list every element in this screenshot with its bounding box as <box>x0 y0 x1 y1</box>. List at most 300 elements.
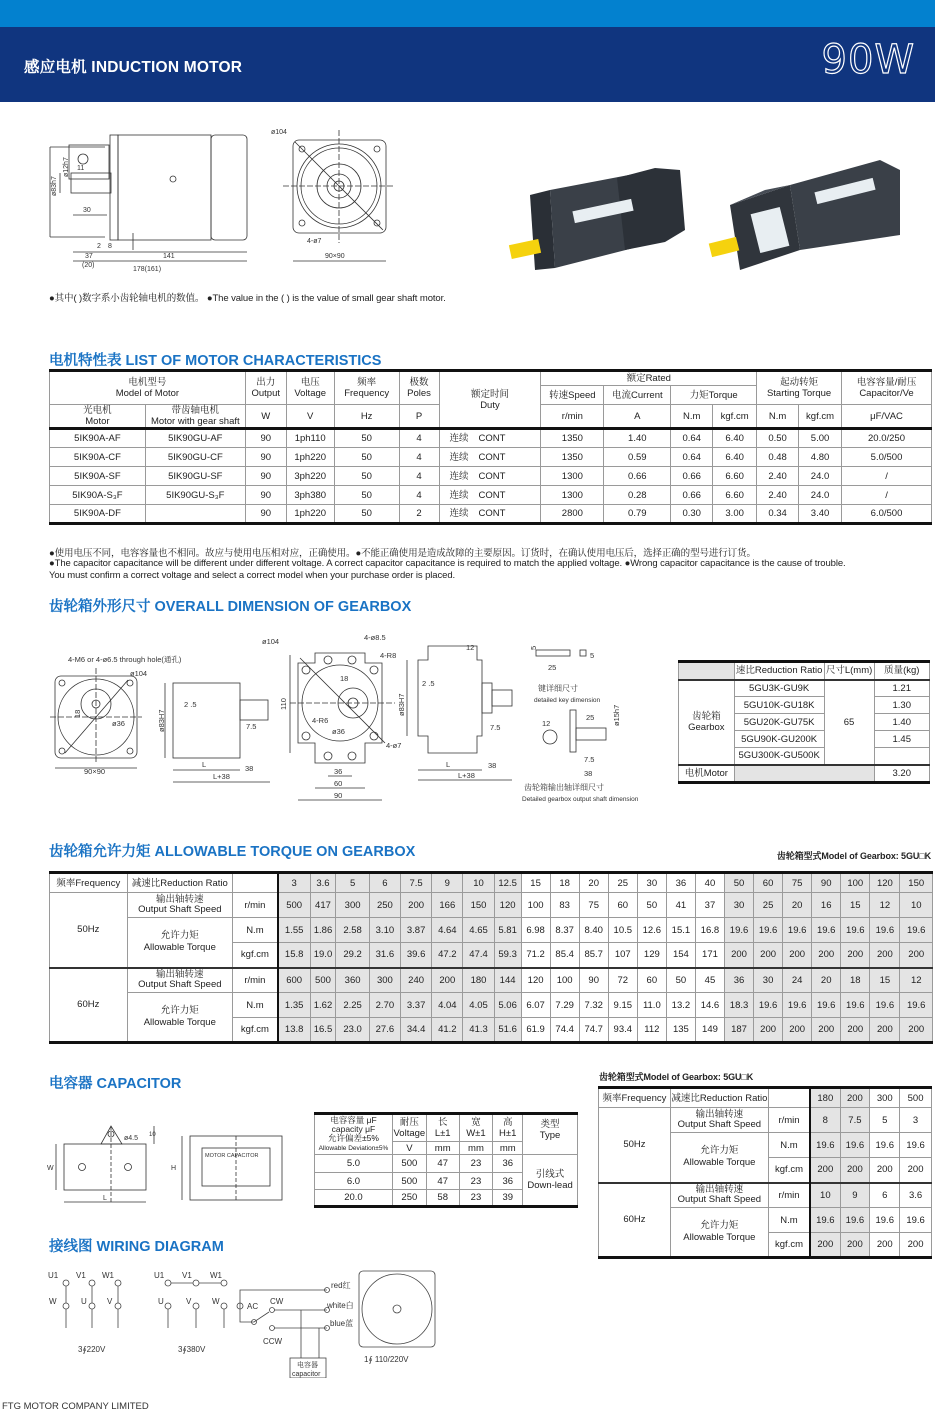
cell: 41 <box>666 893 695 918</box>
shaft <box>71 173 111 193</box>
cell: 12.6 <box>637 918 666 943</box>
wire-blue-label: blue蓝 <box>330 1319 354 1328</box>
dim-label: 4-R6 <box>312 716 329 725</box>
cell: 3.37 <box>401 993 432 1018</box>
dim-label: H <box>171 1165 177 1172</box>
dim-label: 18 <box>73 709 82 718</box>
cell: 4 <box>399 486 439 505</box>
cell: 0.34 <box>757 505 799 524</box>
cell: 1ph220 <box>286 448 334 467</box>
cell: 30 <box>725 893 754 918</box>
cell: 39.6 <box>401 943 432 968</box>
cell: 200 <box>870 1233 900 1258</box>
unit-cell: A <box>604 405 671 429</box>
table-row <box>50 486 932 505</box>
ratio-cell: 40 <box>695 873 724 893</box>
header-length: 长 L±1 <box>426 1114 459 1142</box>
blank-cell <box>768 1088 810 1108</box>
header-frequency: 频率Frequency <box>599 1088 671 1108</box>
table-row <box>50 918 933 943</box>
cell: 74.4 <box>550 1018 579 1043</box>
terminal-label: W1 <box>102 1271 114 1280</box>
cell: 1ph220 <box>286 505 334 524</box>
key-detail-cn: 键详细尺寸 <box>538 684 578 693</box>
cell: 135 <box>666 1018 695 1043</box>
frequency-cell: 50Hz <box>50 893 128 968</box>
header-motor: 光电机 Motor <box>50 405 146 429</box>
cell: 2.40 <box>757 467 799 486</box>
dim-label: ø83h7 <box>51 176 58 196</box>
cell: 5.81 <box>494 918 521 943</box>
cell: 6.60 <box>713 486 757 505</box>
unit-cell: P <box>399 405 439 429</box>
cw-label: CW <box>270 1297 284 1306</box>
ratio-cell: 180 <box>810 1088 840 1108</box>
cell: 19.6 <box>870 993 900 1018</box>
top-accent-bar <box>0 0 935 27</box>
mass-cell: 1.30 <box>874 697 929 714</box>
cell: 5IK90A-S₃F <box>50 486 146 505</box>
speed-label: 输出轴转速 Output Shaft Speed <box>670 1108 768 1133</box>
cell: 90 <box>579 968 608 993</box>
motor-characteristics-table <box>49 369 932 525</box>
cell: 60 <box>637 968 666 993</box>
capacitor-drawing <box>44 1122 304 1212</box>
cell: 16.5 <box>310 1018 336 1043</box>
terminal-label: V1 <box>76 1271 86 1280</box>
cell: 2.40 <box>757 486 799 505</box>
cell: 1.86 <box>310 918 336 943</box>
capacitor-label: MOTOR CAPACITOR <box>205 1153 259 1159</box>
cell: 2.58 <box>336 918 369 943</box>
cell: 0.50 <box>757 429 799 448</box>
dimension-note: ●其中( )数字系小齿轮轴电机的数值。 ●The value in the ( ) is the value of small gear shaft motor. <box>49 293 446 304</box>
cell: 200 <box>783 1018 812 1043</box>
cell: 50 <box>334 467 399 486</box>
cell: 2 <box>399 505 439 524</box>
cell: 200 <box>725 943 754 968</box>
header-ratio: 速比Reduction Ratio <box>734 662 824 680</box>
ratio-cell: 36 <box>666 873 695 893</box>
cell <box>145 505 245 524</box>
cell: 16 <box>812 893 841 918</box>
dim-label: 4-ø7 <box>386 741 402 750</box>
cell: 50 <box>334 448 399 467</box>
section-title-capacitor: 电容器 CAPACITOR <box>49 1076 182 1092</box>
gearbox-label: 齿轮箱 Gearbox <box>679 680 735 765</box>
cell: 15.1 <box>666 918 695 943</box>
cell: 9.15 <box>608 993 637 1018</box>
mass-cell <box>874 748 929 765</box>
dim-label: ø15h7 <box>612 704 621 726</box>
cell: 100 <box>550 968 579 993</box>
dim-label: ø36 <box>332 727 345 736</box>
cell: 19.6 <box>840 1208 870 1233</box>
cell: 0.66 <box>671 467 713 486</box>
dim-label: 4-M6 or 4-ø6.5 through hole(通孔) <box>68 655 182 664</box>
footer-company: FTG MOTOR COMPANY LIMITED <box>2 1401 149 1412</box>
unit-cell: kgf.cm <box>233 943 278 968</box>
table-row <box>50 993 933 1018</box>
cell: 0.59 <box>604 448 671 467</box>
cell: 200 <box>810 1233 840 1258</box>
blank-cell <box>679 662 735 680</box>
cell: / <box>842 467 932 486</box>
cell: 5IK90A-DF <box>50 505 146 524</box>
cell: 200 <box>841 943 870 968</box>
cell: 19.6 <box>754 918 783 943</box>
cell: 6.07 <box>521 993 550 1018</box>
cell: 1300 <box>541 467 604 486</box>
cell: 12 <box>900 968 933 993</box>
cell: 4.04 <box>432 993 463 1018</box>
cell: 250 <box>392 1190 426 1207</box>
ratio-cell: 500 <box>900 1088 932 1108</box>
cell: 11.0 <box>637 993 666 1018</box>
mass-cell: 1.21 <box>874 680 929 697</box>
cell: 360 <box>336 968 369 993</box>
terminal-label: W <box>212 1297 220 1306</box>
cell: 8.40 <box>579 918 608 943</box>
cell: 47 <box>426 1155 459 1173</box>
cell: 20.0/250 <box>842 429 932 448</box>
cell: 500 <box>278 893 310 918</box>
ratio-cell: 30 <box>637 873 666 893</box>
cell: 58 <box>426 1190 459 1207</box>
cell: 0.66 <box>671 486 713 505</box>
header-poles: 极数 Poles <box>399 371 439 405</box>
cell: 19.6 <box>870 918 900 943</box>
dim-label: 10 <box>149 1132 156 1138</box>
dim-label: 38 <box>488 761 497 770</box>
cell: 2.70 <box>369 993 400 1018</box>
cell: 19.6 <box>783 918 812 943</box>
cell: 19.6 <box>783 993 812 1018</box>
motor-photo <box>505 150 695 275</box>
dim-label: 4-ø8.5 <box>364 633 386 642</box>
cell: 200 <box>754 943 783 968</box>
cell: 19.6 <box>900 918 933 943</box>
dim-label: L <box>103 1195 107 1202</box>
cell: 29.2 <box>336 943 369 968</box>
cell: 200 <box>870 1018 900 1043</box>
table-row <box>50 505 932 524</box>
cell: 5.0/500 <box>842 448 932 467</box>
dim-label: ø104 <box>130 669 148 678</box>
cell: 1ph110 <box>286 429 334 448</box>
dim-label: ø83H7 <box>157 709 166 732</box>
cell: 600 <box>278 968 310 993</box>
ratio-cell: 200 <box>840 1088 870 1108</box>
cell: 71.2 <box>521 943 550 968</box>
dim-label: 7.5 <box>584 755 595 764</box>
capacitor-note-cn: ●使用电压不同，电容容量也不相同。故应与使用电压相对应，正确使用。●不能正确使用是造成故障的主要原因。订货时，在确认使用电压后，选择正确的型号进行订货。 <box>49 548 756 559</box>
cell: 19.6 <box>841 993 870 1018</box>
cell: 8.37 <box>550 918 579 943</box>
dim-label: 38 <box>584 769 593 778</box>
cell: 4.80 <box>799 448 842 467</box>
cell: 90 <box>245 429 286 448</box>
cell: 50 <box>334 486 399 505</box>
cell: 149 <box>695 1018 724 1043</box>
table-row <box>599 1108 932 1133</box>
ratio-cell: 12.5 <box>494 873 521 893</box>
torque-label: 允许力矩 Allowable Torque <box>670 1208 768 1258</box>
cell: 85.4 <box>550 943 579 968</box>
header-type: 类型 Type <box>523 1114 578 1155</box>
dim-label: L+38 <box>213 772 230 781</box>
cell: 112 <box>637 1018 666 1043</box>
cell: 41.2 <box>432 1018 463 1043</box>
header-model: 电机型号 Model of Motor <box>50 371 246 405</box>
cell: 连续 CONT <box>439 467 541 486</box>
unit-cell: mm <box>459 1142 493 1155</box>
terminal-label: U1 <box>154 1271 165 1280</box>
cell: 5.0 <box>315 1155 393 1173</box>
speed-label: 输出轴转速 Output Shaft Speed <box>127 968 233 993</box>
terminal-label: V <box>186 1297 192 1306</box>
allowable-torque-table <box>49 871 933 1044</box>
shaft-detail-en: Detailed gearbox output shaft dimension <box>522 796 639 803</box>
cell: 300 <box>336 893 369 918</box>
cell: 5IK90GU-AF <box>145 429 245 448</box>
dim-label: 8 <box>108 243 112 250</box>
capacitor-note-en-2: You must confirm a correct voltage and select a correct model when your purchase order is placed. <box>49 570 456 581</box>
cell: 200 <box>900 943 933 968</box>
cell: 50 <box>334 429 399 448</box>
cell: 0.66 <box>604 467 671 486</box>
cell: 1350 <box>541 448 604 467</box>
cell: 23.0 <box>336 1018 369 1043</box>
cell: 3.00 <box>713 505 757 524</box>
cell: 7.32 <box>579 993 608 1018</box>
dim-label: 90 <box>334 791 343 800</box>
cell: 75 <box>579 893 608 918</box>
cell: 10 <box>900 893 933 918</box>
cell: 19.6 <box>841 918 870 943</box>
cell: 37 <box>695 893 724 918</box>
ratio-cell: 50 <box>725 873 754 893</box>
unit-cell: r/min <box>541 405 604 429</box>
cell: 3.10 <box>369 918 400 943</box>
cell: 171 <box>695 943 724 968</box>
capacitor-en-label: capacitor <box>292 1371 321 1378</box>
ratio-cell: 5GU20K-GU75K <box>734 714 824 731</box>
cell: 1.35 <box>278 993 310 1018</box>
cell: 0.48 <box>757 448 799 467</box>
table-row <box>50 448 932 467</box>
cell: 5IK90GU-S₃F <box>145 486 245 505</box>
dim-label: 12 <box>542 719 551 728</box>
unit-cell: N.m <box>768 1208 810 1233</box>
cell: 24 <box>783 968 812 993</box>
dim-label: 18 <box>340 674 349 683</box>
cell: 74.7 <box>579 1018 608 1043</box>
ratio-cell: 5 <box>336 873 369 893</box>
cell: 500 <box>310 968 336 993</box>
cell: 51.6 <box>494 1018 521 1043</box>
ratio-cell: 10 <box>463 873 494 893</box>
cell: 4 <box>399 429 439 448</box>
dim-label: ø83H7 <box>397 693 406 716</box>
dim-label: 90×90 <box>325 253 345 260</box>
cell: 7.29 <box>550 993 579 1018</box>
ratio-cell: 120 <box>870 873 900 893</box>
unit-cell: Hz <box>334 405 399 429</box>
cell: 5IK90A-CF <box>50 448 146 467</box>
cell: 4.05 <box>463 993 494 1018</box>
header-voltage: 电压 Voltage <box>286 371 334 405</box>
section-title-allowable-torque: 齿轮箱允许力矩 ALLOWABLE TORQUE ON GEARBOX <box>49 844 416 860</box>
cell: 154 <box>666 943 695 968</box>
power-rating: 90W <box>821 37 915 83</box>
cell: 417 <box>310 893 336 918</box>
unit-cell: V <box>392 1142 426 1155</box>
header-rated: 额定Rated <box>541 371 757 386</box>
cell: 19.6 <box>810 1208 840 1233</box>
dim-label: 11 <box>77 165 85 172</box>
dim-label: 60 <box>334 779 343 788</box>
cell: 19.6 <box>840 1133 870 1158</box>
dim-label: L+38 <box>458 771 475 780</box>
cell: 24.0 <box>799 486 842 505</box>
cell: 23 <box>459 1155 493 1173</box>
cell: 3.87 <box>401 918 432 943</box>
torque-label: 允许力矩 Allowable Torque <box>670 1133 768 1183</box>
cell: 4.64 <box>432 918 463 943</box>
header-capacity: 电容容量 μF capacity μF 允许偏差±5% Allowable Deviation±5% <box>315 1114 393 1155</box>
dim-label: L <box>202 760 207 769</box>
header-width: 宽 W±1 <box>459 1114 493 1142</box>
key-detail-en: detailed key dimension <box>534 697 601 704</box>
cell: 6.40 <box>713 448 757 467</box>
cell: 500 <box>392 1155 426 1173</box>
ratio-cell: 15 <box>521 873 550 893</box>
dim-label: 12 <box>466 643 475 652</box>
cell: 19.6 <box>900 1133 932 1158</box>
wiring-diagram <box>44 1268 444 1378</box>
type-cell: 引线式 Down-lead <box>523 1155 578 1207</box>
cell: 4 <box>399 448 439 467</box>
dim-label: 4-ø7 <box>307 238 322 245</box>
capacitor-table <box>314 1112 578 1208</box>
ratio-cell: 9 <box>432 873 463 893</box>
cell: 31.6 <box>369 943 400 968</box>
gearmotor-photo <box>705 140 905 280</box>
header-gear-motor: 带齿轴电机 Motor with gear shaft <box>145 405 245 429</box>
unit-cell: N.m <box>757 405 799 429</box>
dim-label: 2 .5 <box>184 700 197 709</box>
cell: 6.0/500 <box>842 505 932 524</box>
cell: 36 <box>493 1173 523 1190</box>
cell: 23 <box>459 1173 493 1190</box>
cell: 5.00 <box>799 429 842 448</box>
cell: 3ph380 <box>286 486 334 505</box>
header-starting-torque: 起动转矩 Starting Torque <box>757 371 842 405</box>
cell: 83 <box>550 893 579 918</box>
cell: 19.6 <box>900 993 933 1018</box>
dim-label: 7.5 <box>490 723 501 732</box>
cell: 20 <box>812 968 841 993</box>
cell: 3.40 <box>799 505 842 524</box>
cell: 0.28 <box>604 486 671 505</box>
cell: 47.2 <box>432 943 463 968</box>
header-frequency: 频率Frequency <box>50 873 128 893</box>
page-title: 感应电机 INDUCTION MOTOR <box>24 59 243 76</box>
cell: 200 <box>401 893 432 918</box>
ratio-cell: 6 <box>369 873 400 893</box>
cell: 13.8 <box>278 1018 310 1043</box>
cell: 166 <box>432 893 463 918</box>
cell: 5 <box>870 1108 900 1133</box>
cell: 12 <box>870 893 900 918</box>
cell: 150 <box>463 893 494 918</box>
gearbox-mass-table <box>678 660 930 784</box>
dim-label: ø4.5 <box>124 1135 139 1142</box>
unit-cell: r/min <box>233 893 278 918</box>
dim-label: 90×90 <box>84 767 106 776</box>
voltage-label: 1∮ 110/220V <box>364 1355 409 1364</box>
cell: 300 <box>369 968 400 993</box>
cell: 15 <box>841 893 870 918</box>
cell: 30 <box>754 968 783 993</box>
cell: 90 <box>245 505 286 524</box>
unit-cell: r/min <box>233 968 278 993</box>
cell: 20 <box>783 893 812 918</box>
cell: 50 <box>334 505 399 524</box>
cell: 连续 CONT <box>439 429 541 448</box>
unit-cell: W <box>245 405 286 429</box>
table-row <box>50 893 933 918</box>
cell: 200 <box>870 943 900 968</box>
cell: 9 <box>840 1183 870 1208</box>
cell: 8 <box>810 1108 840 1133</box>
dim-label: 25 <box>548 663 557 672</box>
cell: 59.3 <box>494 943 521 968</box>
dim-label: 2 <box>97 243 101 250</box>
cell: 41.3 <box>463 1018 494 1043</box>
cell: 19.0 <box>310 943 336 968</box>
cell: 3ph220 <box>286 467 334 486</box>
cell: 19.6 <box>810 1133 840 1158</box>
torque-label: 允许力矩 Allowable Torque <box>127 918 233 968</box>
cell: 6.60 <box>713 467 757 486</box>
cell: 240 <box>401 968 432 993</box>
table-row <box>315 1155 578 1173</box>
voltage-label: 3∮220V <box>78 1345 106 1354</box>
cell: 连续 CONT <box>439 505 541 524</box>
ratio-cell: 60 <box>754 873 783 893</box>
cell: 0.79 <box>604 505 671 524</box>
header-torque: 力矩Torque <box>671 386 757 405</box>
gearbox-model-note: 齿轮箱型式Model of Gearbox: 5GU□K <box>776 851 931 861</box>
cell: 200 <box>840 1158 870 1183</box>
cell: 6.40 <box>713 429 757 448</box>
table-row <box>50 968 933 993</box>
cell: 19.6 <box>870 1133 900 1158</box>
terminal-label: V <box>107 1297 113 1306</box>
section-title-gearbox-dimension: 齿轮箱外形尺寸 OVERALL DIMENSION OF GEARBOX <box>49 599 412 615</box>
cell: 14.6 <box>695 993 724 1018</box>
unit-cell: N.m <box>233 918 278 943</box>
cell: 34.4 <box>401 1018 432 1043</box>
cell: 20.0 <box>315 1190 393 1207</box>
cell: 107 <box>608 943 637 968</box>
cell: 1.55 <box>278 918 310 943</box>
dim-label: 5 <box>590 651 595 660</box>
cell: 500 <box>392 1173 426 1190</box>
cell: 120 <box>494 893 521 918</box>
